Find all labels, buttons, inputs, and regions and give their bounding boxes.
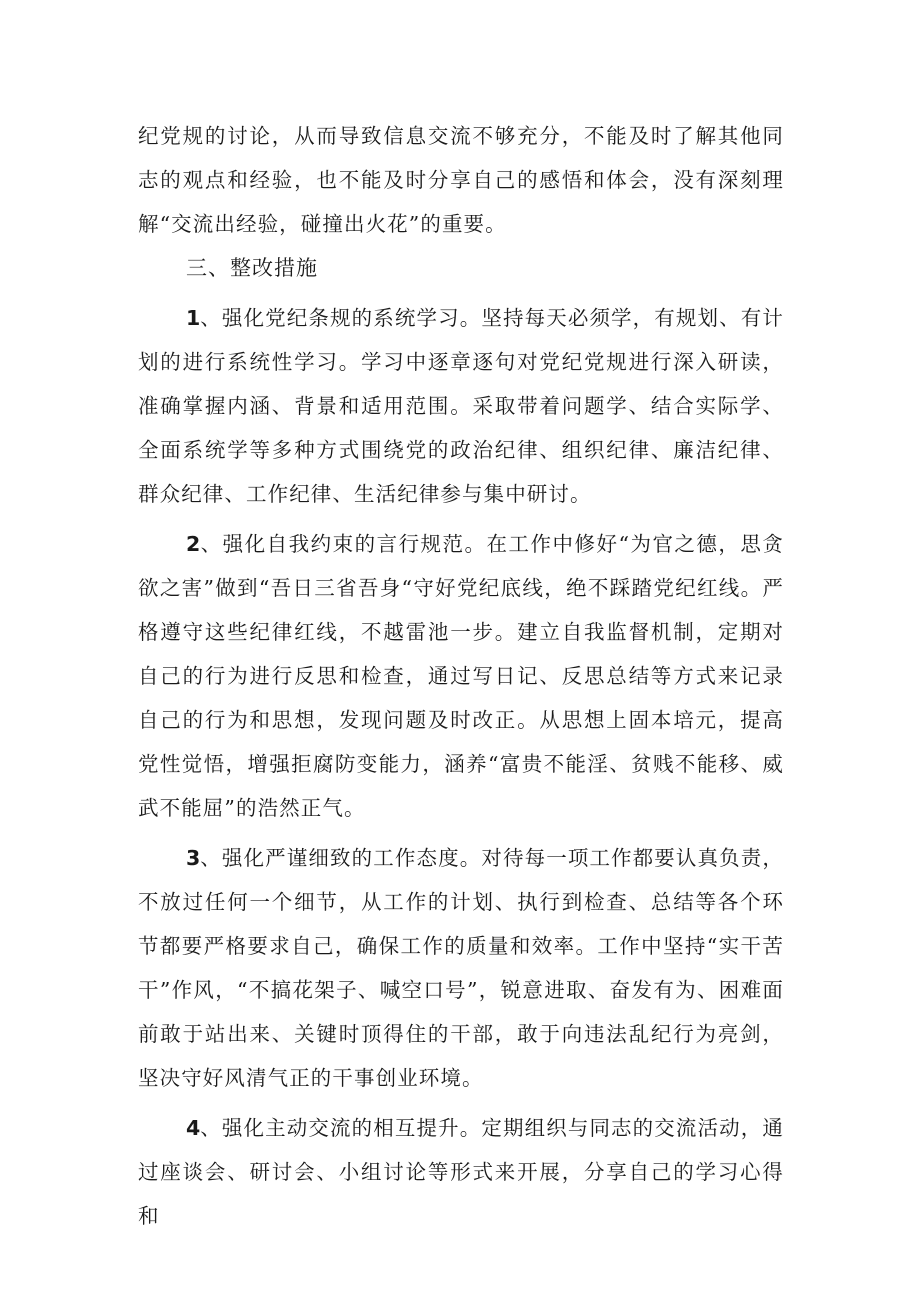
item-text: 、强化党纪条规的系统学习。坚持每天必须学，有规划、有计划的进行系统性学习。学习中逐章逐句对党纪党规进行深入研读，准确掌握内涵、背景和适用范围。采取带着问题学、结合实际学、全面系统学等多种方式围绕党的政治纪律、组织纪律、廉洁纪律、群众纪律、工作纪律、生活纪律参与集中研讨。 [138,306,784,506]
continuation-paragraph: 纪党规的讨论，从而导致信息交流不够充分，不能及时了解其他同志的观点和经验，也不能及时分享自己的感悟和体会，没有深刻理解“交流出经验，碰撞出火花”的重要。 [138,124,784,236]
item-text: 、强化主动交流的相互提升。定期组织与同志的交流活动，通过座谈会、研讨会、小组讨论等形式来开展，分享自己的学习心得和 [138,1116,784,1228]
measure-item-2 [138,522,784,830]
section-heading: 三、整改措施 [186,256,318,280]
item-text: 、强化严谨细致的工作态度。对待每一项工作都要认真负责，不放过任何一个细节，从工作的计划、执行到检查、总结等各个环节都要严格要求自己，确保工作的质量和效率。工作中坚持“实干苦干”作风，“不搞花架子、喊空口号”，锐意进取、奋发有为、困难面前敢于站出来、关键时顶得住的干部，敢于向违法乱纪行为亮剑，坚决守好风清气正的干事创业环境。 [138,846,784,1090]
measure-item-4 [138,1106,784,1238]
measure-item-1 [138,296,784,516]
item-number: 3 [186,846,201,870]
item-text: 、强化自我约束的言行规范。在工作中修好“为官之德，思贪欲之害”做到“吾日三省吾身“守好党纪底线，绝不踩踏党纪红线。严格遵守这些纪律红线，不越雷池一步。建立自我监督机制，定期对自己的行为进行反思和检查，通过写日记、反思总结等方式来记录自己的行为和思想，发现问题及时改正。从思想上固本培元，提高党性觉悟，增强拒腐防变能力，涵养“富贵不能淫、贫贱不能移、威武不能屈”的浩然正气。 [138,532,784,820]
measure-item-3 [138,836,784,1100]
item-number: 1 [186,306,201,330]
item-number: 4 [186,1116,201,1140]
item-number: 2 [186,532,201,556]
document-body [138,114,784,1238]
